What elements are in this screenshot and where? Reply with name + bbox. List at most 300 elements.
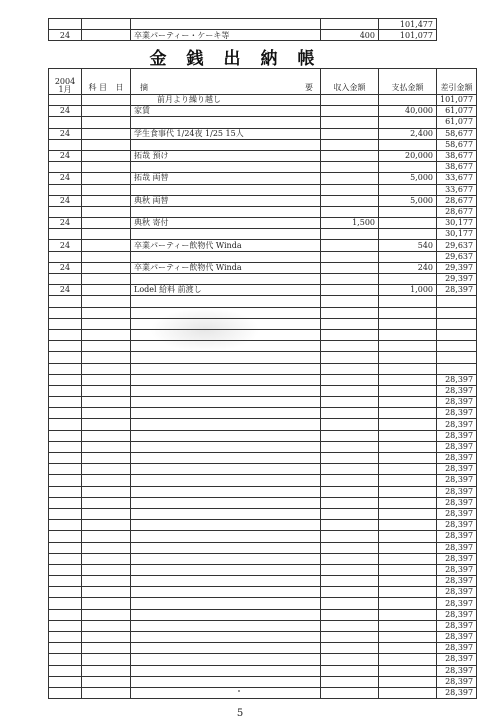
table-row (49, 352, 477, 363)
cell-category (82, 139, 131, 150)
cell-category (82, 453, 131, 464)
cell-expense (379, 251, 437, 262)
cell-category (82, 352, 131, 363)
cell-expense (379, 564, 437, 575)
table-row (49, 564, 477, 575)
cell-description: 拓哉 両替 (131, 173, 321, 184)
cell-expense (379, 430, 437, 441)
header-year: 2004 (54, 77, 76, 86)
cell-income (321, 553, 379, 564)
cell-income (321, 441, 379, 452)
table-row (49, 508, 477, 519)
cell-description (131, 162, 321, 173)
table-row (49, 676, 477, 687)
cell-balance: 28,397 (437, 374, 477, 385)
cell-category (82, 184, 131, 195)
cell-income (321, 464, 379, 475)
cell-category (82, 520, 131, 531)
cell-description (131, 643, 321, 654)
cell-category (82, 531, 131, 542)
cell-category (82, 363, 131, 374)
cell-category (82, 553, 131, 564)
cell-expense (379, 397, 437, 408)
cell-category (82, 240, 131, 251)
cell-expense: 1,000 (379, 285, 437, 296)
cell-balance: 28,397 (437, 419, 477, 430)
cell-expense (379, 453, 437, 464)
cell-description (131, 687, 321, 698)
cell-income (321, 95, 379, 106)
cell-balance (437, 341, 477, 352)
cell-balance: 28,397 (437, 430, 477, 441)
cell-balance: 28,397 (437, 408, 477, 419)
cell-expense (379, 497, 437, 508)
cell-balance: 28,397 (437, 665, 477, 676)
table-row (49, 262, 477, 273)
cell-date (49, 329, 82, 340)
cell-date (49, 508, 82, 519)
table-row (49, 408, 477, 419)
cell-expense (379, 643, 437, 654)
cell-description (131, 632, 321, 643)
cell-balance: 28,397 (437, 497, 477, 508)
cell-date: 24 (49, 30, 82, 41)
header-day-label: 日 (115, 83, 124, 92)
cell-expense (379, 687, 437, 698)
cell-description (131, 229, 321, 240)
cell-description: 家賃 (131, 106, 321, 117)
cell-date: 24 (49, 262, 82, 273)
cell-income (321, 687, 379, 698)
cell-date (49, 19, 82, 30)
cell-balance: 28,397 (437, 508, 477, 519)
cell-date (49, 397, 82, 408)
cell-category (82, 598, 131, 609)
cell-date (49, 162, 82, 173)
table-row (49, 307, 477, 318)
table-row (49, 162, 477, 173)
cell-income (321, 240, 379, 251)
cell-balance: 28,397 (437, 475, 477, 486)
table-row (49, 665, 477, 676)
cell-expense (379, 184, 437, 195)
cell-balance: 28,397 (437, 576, 477, 587)
table-row (49, 542, 477, 553)
cell-balance: 30,177 (437, 229, 477, 240)
cell-expense (321, 19, 379, 30)
table-row (49, 374, 477, 385)
cell-date: 24 (49, 128, 82, 139)
cell-category (82, 262, 131, 273)
cell-balance: 28,397 (437, 464, 477, 475)
table-row (49, 486, 477, 497)
cell-expense (379, 464, 437, 475)
cell-description: 前月より繰り越し (131, 95, 321, 106)
cell-date (49, 374, 82, 385)
cell-income (321, 341, 379, 352)
cell-category (82, 341, 131, 352)
cell-description (131, 374, 321, 385)
table-row (49, 173, 477, 184)
cell-expense (379, 486, 437, 497)
cell-category (82, 497, 131, 508)
cell-category (82, 173, 131, 184)
cell-date (49, 486, 82, 497)
table-row (49, 117, 477, 128)
header-balance: 差引金額 (437, 69, 477, 95)
cell-income (321, 195, 379, 206)
cell-category (82, 229, 131, 240)
cell-date: 24 (49, 106, 82, 117)
cell-date: 24 (49, 285, 82, 296)
header-category (82, 69, 131, 95)
cell-balance: 29,637 (437, 240, 477, 251)
cell-expense (379, 307, 437, 318)
cell-description: 典秋 両替 (131, 195, 321, 206)
table-row (49, 128, 477, 139)
cell-income (321, 274, 379, 285)
cell-category (82, 464, 131, 475)
cell-category (82, 128, 131, 139)
cell-category (82, 665, 131, 676)
table-row (49, 341, 477, 352)
cell-balance: 28,397 (437, 385, 477, 396)
cell-balance: 28,397 (437, 643, 477, 654)
cell-income (321, 262, 379, 273)
table-row (49, 654, 477, 665)
cell-date (49, 520, 82, 531)
table-row (49, 363, 477, 374)
cell-date (49, 430, 82, 441)
cell-category (82, 475, 131, 486)
cell-expense: 40,000 (379, 106, 437, 117)
cell-expense (379, 95, 437, 106)
cell-income (321, 397, 379, 408)
cell-balance: 28,397 (437, 598, 477, 609)
cell-category (82, 162, 131, 173)
cell-expense (379, 609, 437, 620)
cell-date (49, 643, 82, 654)
cell-description (131, 475, 321, 486)
table-row (49, 587, 477, 598)
cell-balance: 28,397 (437, 520, 477, 531)
cell-description (131, 352, 321, 363)
cell-income (321, 654, 379, 665)
header-year-month (49, 69, 82, 95)
cell-income (321, 475, 379, 486)
cell-description (131, 520, 321, 531)
cell-income (321, 139, 379, 150)
cell-balance: 61,077 (437, 117, 477, 128)
cell-expense (379, 531, 437, 542)
cell-expense (379, 206, 437, 217)
table-row (49, 531, 477, 542)
cell-description: 卒業パーティー・ケーキ等 (131, 30, 321, 41)
cell-expense (379, 632, 437, 643)
cell-income (321, 251, 379, 262)
cell-income (321, 106, 379, 117)
cell-category (82, 218, 131, 229)
cell-expense (379, 665, 437, 676)
header-description-label: 摘 (140, 83, 148, 92)
table-row (49, 609, 477, 620)
table-row (49, 296, 477, 307)
cell-balance: 28,397 (437, 654, 477, 665)
cell-category (82, 285, 131, 296)
cell-description (131, 464, 321, 475)
table-row (49, 274, 477, 285)
cell-income (321, 229, 379, 240)
cell-category (82, 620, 131, 631)
cell-description (131, 598, 321, 609)
cell-date (49, 587, 82, 598)
cell-description (131, 184, 321, 195)
cell-balance: 30,177 (437, 218, 477, 229)
cell-description (131, 397, 321, 408)
cell-income (321, 520, 379, 531)
cell-date (49, 542, 82, 553)
cell-income (321, 285, 379, 296)
cell-income (321, 307, 379, 318)
cell-category (82, 676, 131, 687)
cell-description (131, 676, 321, 687)
cell-date (49, 553, 82, 564)
cell-expense: 5,000 (379, 173, 437, 184)
cell-expense (379, 587, 437, 598)
cell-date (49, 564, 82, 575)
cell-expense: 2,400 (379, 128, 437, 139)
cell-expense (379, 352, 437, 363)
cell-expense (379, 318, 437, 329)
cell-income (321, 665, 379, 676)
cell-date (49, 609, 82, 620)
cell-balance (437, 329, 477, 340)
cell-expense (379, 508, 437, 519)
cell-category (82, 430, 131, 441)
cell-expense (379, 374, 437, 385)
table-row (49, 218, 477, 229)
cell-expense (379, 654, 437, 665)
ledger-title: 金銭出納帳 (149, 49, 335, 69)
table-row (49, 464, 477, 475)
cell-description (131, 497, 321, 508)
cell-category (82, 251, 131, 262)
cell-description (131, 430, 321, 441)
table-row (49, 419, 477, 430)
cell-description (131, 385, 321, 396)
cell-description (131, 531, 321, 542)
cell-balance (437, 318, 477, 329)
cell-category (82, 576, 131, 587)
table-row (49, 106, 477, 117)
cell-description: 学生食事代 1/24夜 1/25 15人 (131, 128, 321, 139)
cell-description (131, 419, 321, 430)
cell-income (321, 564, 379, 575)
cell-category (82, 206, 131, 217)
cell-income (321, 150, 379, 161)
ledger-rows (49, 95, 477, 699)
cell-date: 24 (49, 218, 82, 229)
cell-expense (379, 408, 437, 419)
cell-balance: 28,397 (437, 531, 477, 542)
table-row (49, 329, 477, 340)
table-row (49, 240, 477, 251)
cell-date (49, 139, 82, 150)
cell-date (49, 117, 82, 128)
cell-balance: 28,397 (437, 553, 477, 564)
cell-expense (379, 475, 437, 486)
page-number: 5 (236, 708, 244, 719)
cell-balance: 29,397 (437, 274, 477, 285)
cell-expense (379, 441, 437, 452)
cell-balance: 28,397 (437, 587, 477, 598)
cell-income (321, 296, 379, 307)
cell-balance (437, 307, 477, 318)
cell-description (131, 665, 321, 676)
cell-date (49, 206, 82, 217)
cell-date: 24 (49, 173, 82, 184)
cell-income (321, 385, 379, 396)
cell-balance: 58,677 (437, 139, 477, 150)
cell-expense: 540 (379, 240, 437, 251)
ledger-header (49, 69, 477, 95)
table-row (49, 285, 477, 296)
cell-income (321, 576, 379, 587)
cell-income (321, 419, 379, 430)
cell-balance: 28,397 (437, 632, 477, 643)
cell-category (82, 385, 131, 396)
cell-balance: 28,677 (437, 206, 477, 217)
previous-row (49, 30, 437, 41)
cell-expense (379, 520, 437, 531)
cell-category (82, 95, 131, 106)
table-row (49, 229, 477, 240)
cell-description (131, 620, 321, 631)
cell-date (49, 229, 82, 240)
cell-category (82, 441, 131, 452)
cell-income (321, 676, 379, 687)
cell-category (82, 542, 131, 553)
cell-date (49, 408, 82, 419)
cell-balance: 28,397 (437, 687, 477, 698)
cell-balance: 28,397 (437, 453, 477, 464)
cell-date (49, 419, 82, 430)
table-row (49, 453, 477, 464)
cell-category (82, 486, 131, 497)
table-row (49, 150, 477, 161)
cell-category (82, 117, 131, 128)
cell-balance: 28,397 (437, 542, 477, 553)
cell-category (82, 632, 131, 643)
cell-description: 卒業パーティー飲物代 Winda (131, 262, 321, 273)
cell-category (82, 307, 131, 318)
cell-income (321, 453, 379, 464)
cell-date (49, 475, 82, 486)
cell-date (49, 296, 82, 307)
cell-category (82, 609, 131, 620)
cell-balance: 38,677 (437, 150, 477, 161)
cell-description (131, 564, 321, 575)
cell-date (49, 497, 82, 508)
cell-expense (379, 139, 437, 150)
cell-date (49, 95, 82, 106)
cell-description: 卒業パーティー飲物代 Winda (131, 240, 321, 251)
table-row (49, 441, 477, 452)
cell-date (49, 352, 82, 363)
cell-expense: 240 (379, 262, 437, 273)
cell-income (321, 128, 379, 139)
table-row (49, 318, 477, 329)
cell-category (82, 564, 131, 575)
cell-income: 1,500 (321, 218, 379, 229)
cell-income (321, 430, 379, 441)
cell-income (321, 318, 379, 329)
cell-balance (437, 352, 477, 363)
cell-balance: 28,397 (437, 441, 477, 452)
cell-balance (437, 363, 477, 374)
cell-category (82, 30, 131, 41)
cell-balance: 28,677 (437, 195, 477, 206)
cell-date (49, 274, 82, 285)
scan-dot (238, 690, 240, 692)
cell-description (131, 363, 321, 374)
table-row (49, 620, 477, 631)
cell-description (131, 117, 321, 128)
cell-date (49, 676, 82, 687)
cell-income (321, 117, 379, 128)
cell-balance: 28,397 (437, 397, 477, 408)
cell-date (49, 307, 82, 318)
cell-category (82, 419, 131, 430)
cell-category (82, 587, 131, 598)
cell-category (82, 408, 131, 419)
cell-balance: 28,397 (437, 620, 477, 631)
cell-income (321, 632, 379, 643)
cell-expense (379, 218, 437, 229)
cell-balance: 101,077 (437, 95, 477, 106)
cell-income (321, 531, 379, 542)
table-row (49, 598, 477, 609)
cell-date (49, 531, 82, 542)
cell-income (321, 643, 379, 654)
table-row (49, 553, 477, 564)
cell-description (131, 139, 321, 150)
table-row (49, 643, 477, 654)
cell-balance: 58,677 (437, 128, 477, 139)
header-category-label: 科 目 (88, 83, 107, 92)
cell-date (49, 385, 82, 396)
cell-income (321, 363, 379, 374)
cell-category (82, 687, 131, 698)
table-row (49, 184, 477, 195)
cell-expense (379, 676, 437, 687)
previous-page-table (48, 18, 437, 41)
cell-date (49, 576, 82, 587)
cell-description (131, 408, 321, 419)
cell-date (49, 598, 82, 609)
table-row (49, 195, 477, 206)
cell-expense (379, 620, 437, 631)
cell-date (49, 363, 82, 374)
cell-date (49, 687, 82, 698)
header-month: 1月 (58, 85, 72, 94)
cell-income (321, 542, 379, 553)
cell-balance: 29,637 (437, 251, 477, 262)
cell-description (131, 486, 321, 497)
header-income: 収入金額 (321, 69, 379, 95)
cell-description: 拓哉 預け (131, 150, 321, 161)
cell-income (321, 587, 379, 598)
